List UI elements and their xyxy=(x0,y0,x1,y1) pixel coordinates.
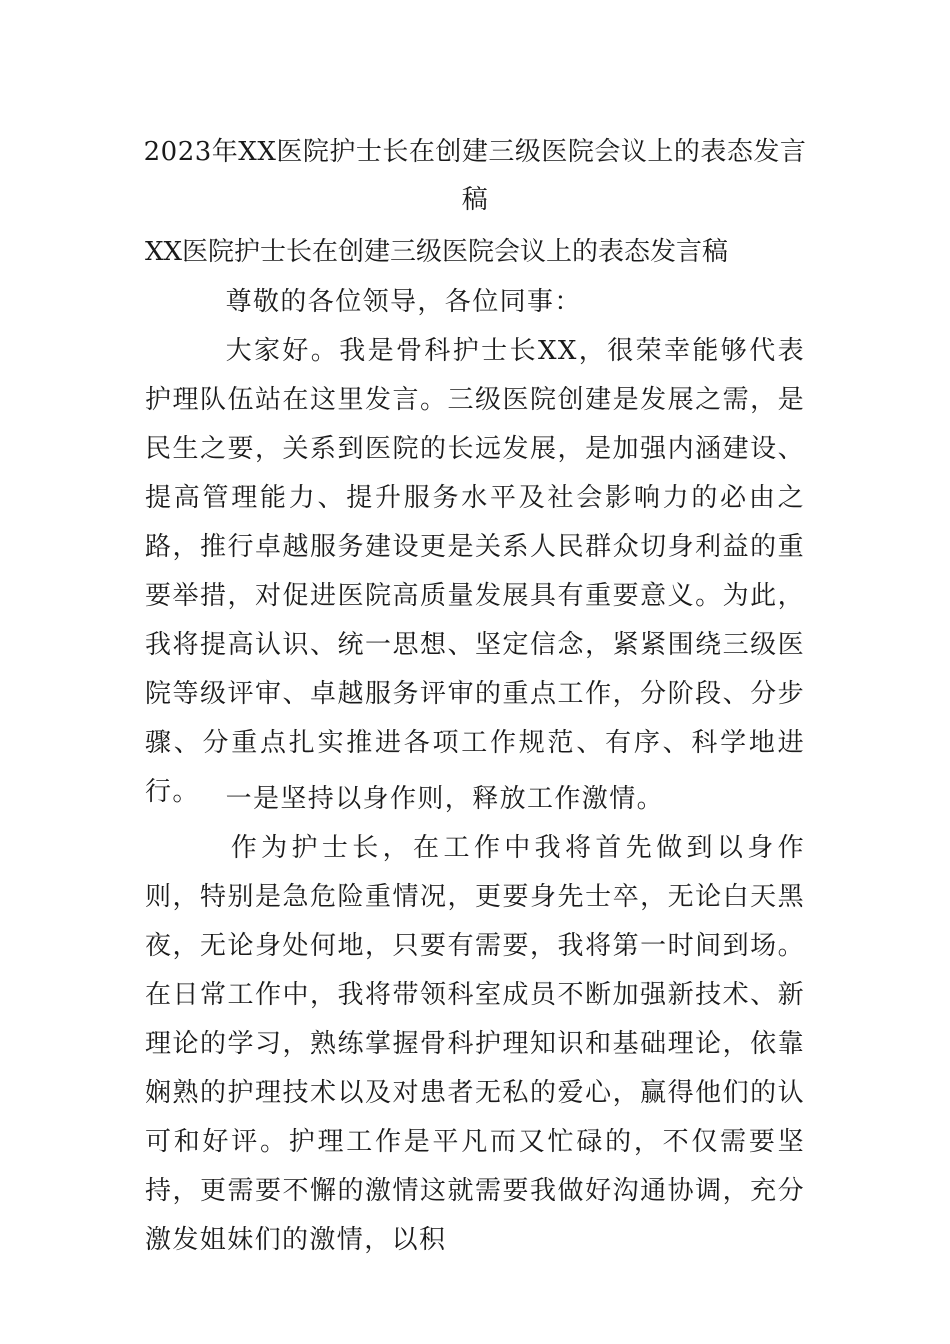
greeting-paragraph: 尊敬的各位领导，各位同事： xyxy=(225,287,582,317)
point-one-body: 作为护士长，在工作中我将首先做到以身作则，特别是急危险重情况，更要身先士卒，无论白天黑夜，无论身处何地，只要有需要，我将第一时间到场。在日常工作中，我将带领科室成员不断加强新技术、新理论的学习，熟练掌握骨科护理知识和基础理论，依靠娴熟的护理技术以及对患者无私的爱心，赢得他们的认可和好评。护理工作是平凡而又忙碌的，不仅需要坚持，更需要不懈的激情这就需要我做好沟通协调，充分激发姐妹们的激情，以积 xyxy=(145,833,805,1255)
document-subtitle: XX医院护士长在创建三级医院会议上的表态发言稿 xyxy=(145,237,729,267)
intro-paragraph: 大家好。我是骨科护士长XX，很荣幸能够代表护理队伍站在这里发言。三级医院创建是发展之需，是民生之要，关系到医院的长远发展，是加强内涵建设、提高管理能力、提升服务水平及社会影响力的必由之路，推行卓越服务建设更是关系人民群众切身利益的重要举措，对促进医院高质量发展具有重要意义。为此，我将提高认识、统一思想、坚定信念，紧紧围绕三级医院等级评审、卓越服务评审的重点工作，分阶段、分步骤、分重点扎实推进各项工作规范、有序、科学地进行。 xyxy=(145,336,805,807)
point-one-heading: 一是坚持以身作则，释放工作激情。 xyxy=(225,784,664,814)
document-title: 2023年XX医院护士长在创建三级医院会议上的表态发言稿 xyxy=(143,137,807,215)
